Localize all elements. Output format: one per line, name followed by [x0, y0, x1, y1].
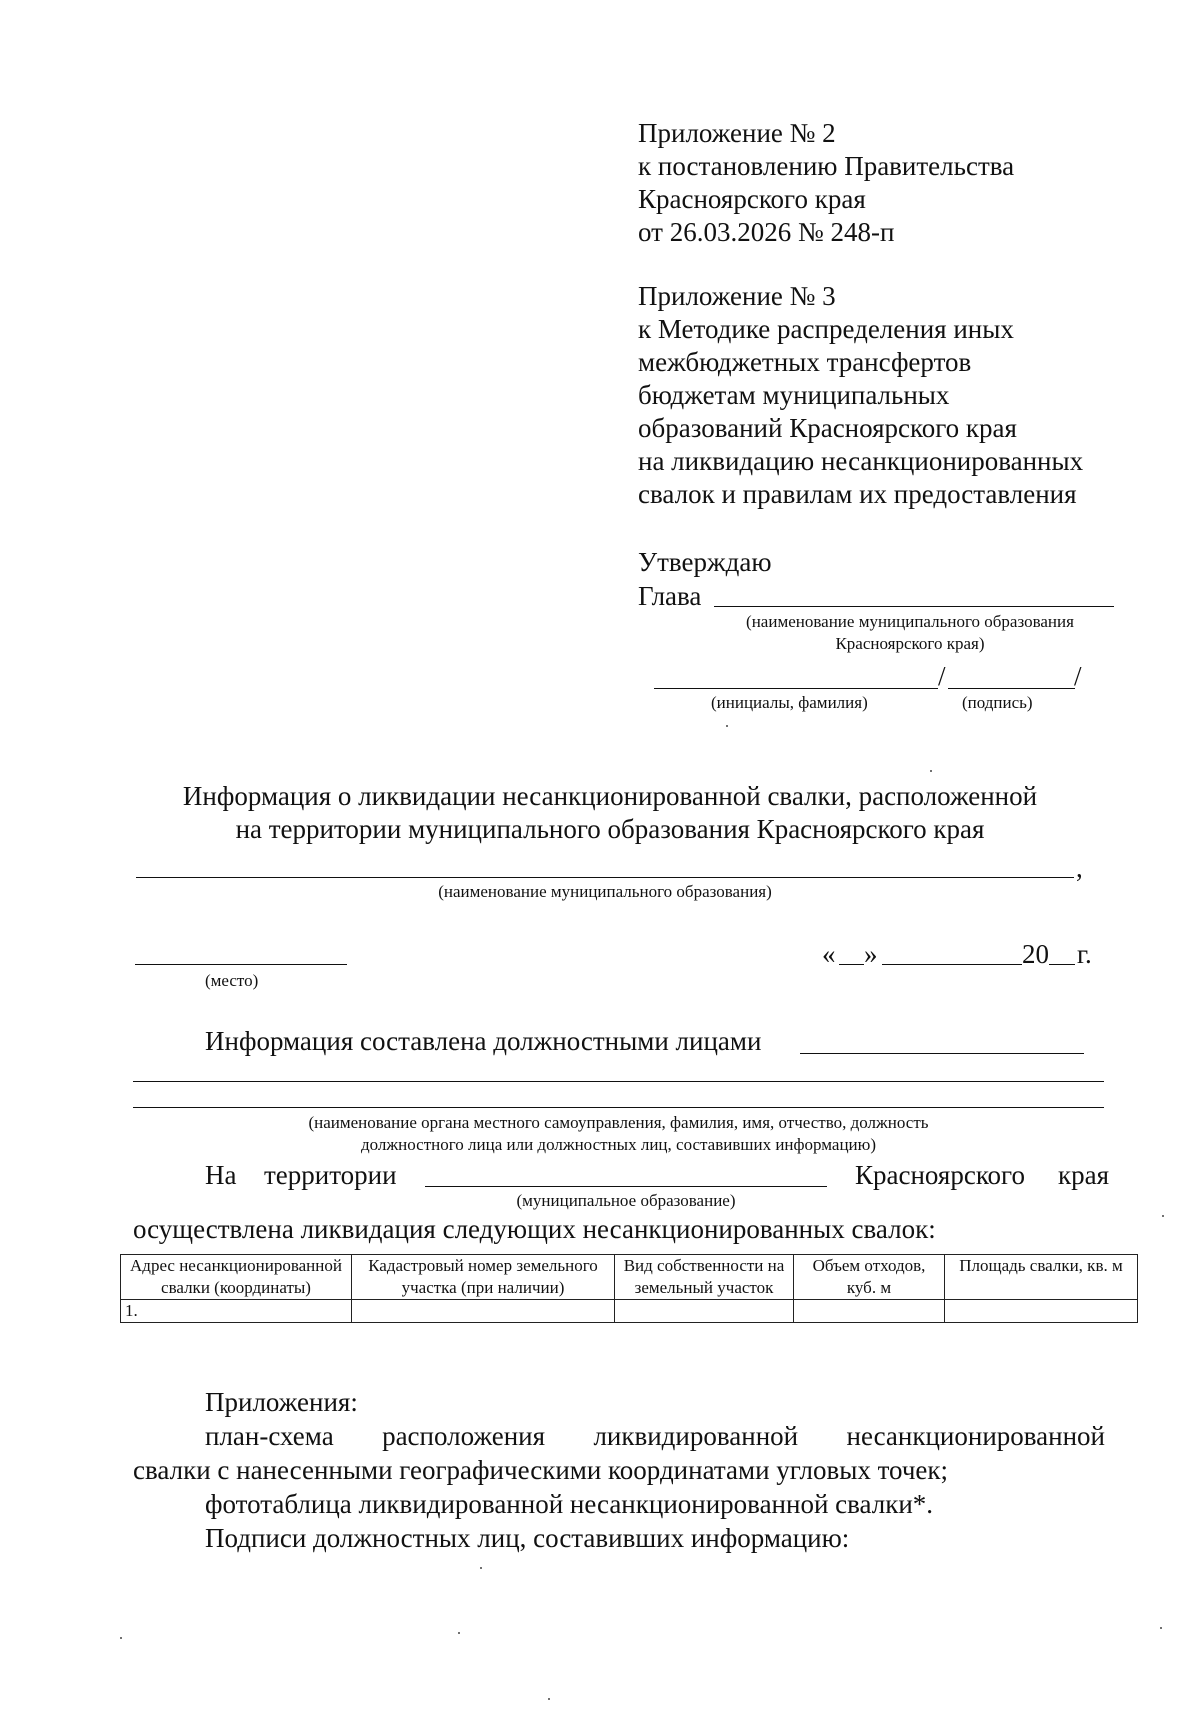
territory-on: На [205, 1160, 237, 1190]
cell-volume [794, 1300, 945, 1323]
attachments-heading: Приложения: [205, 1387, 358, 1417]
scan-speck [458, 1632, 460, 1634]
place-line [135, 964, 347, 965]
appendix-3-line: на ликвидацию несанкционированных [638, 446, 1084, 476]
scan-speck [120, 1637, 122, 1639]
title-line-2: на территории муниципального образования Красноярского края [235, 814, 985, 844]
table-header-row [121, 1255, 1138, 1300]
cell-area [945, 1300, 1138, 1323]
date-month-line [882, 964, 1022, 965]
slash-2: / [1074, 661, 1082, 691]
date-open-quote: « [822, 939, 836, 969]
title-mo-caption: (наименование муниципального образования) [438, 882, 772, 901]
signature-line [948, 688, 1075, 689]
col-ownership-header: Вид собственности на земельный участок [615, 1255, 794, 1300]
dumps-table [120, 1254, 1138, 1323]
date-year-suffix: г. [1077, 939, 1092, 969]
appendix-2-line-2: к постановлению Правительства [638, 151, 1015, 181]
territory-mo-line [425, 1186, 827, 1187]
appendix-3-line: образований Красноярского края [638, 413, 1017, 443]
signature-caption: (подпись) [962, 693, 1033, 712]
col-area-header: Площадь свалки, кв. м [945, 1255, 1138, 1300]
title-comma: , [1076, 853, 1083, 883]
slash-1: / [938, 661, 946, 691]
date-year-line [1049, 964, 1075, 965]
compiled-caption [133, 1112, 1104, 1156]
cell-cadastral [352, 1300, 615, 1323]
col-address-header: Адрес несанкционированной свалки (координаты) [121, 1255, 352, 1300]
appendix-2-line-1: Приложение № 2 [638, 118, 836, 148]
scan-speck [930, 770, 932, 772]
appendix-3-block [638, 280, 1083, 511]
col-volume-header: Объем отходов, куб. м [794, 1255, 945, 1300]
appendix-2-line-4: от 26.03.2026 № 248-п [638, 217, 895, 247]
appendix-2-line-3: Красноярского края [638, 184, 866, 214]
territory-sentence: осуществлена ликвидация следующих несанкционированных свалок: [133, 1214, 936, 1244]
initials-line [654, 688, 938, 689]
territory-region: Красноярского [855, 1160, 1025, 1190]
compiled-line-inline [800, 1053, 1084, 1054]
place-caption: (место) [205, 971, 259, 990]
scan-speck [480, 1567, 482, 1569]
approval-head: Глава [638, 581, 702, 611]
approval-mo-caption-1: (наименование муниципального образования [746, 612, 1074, 631]
compiled-line-2 [133, 1081, 1104, 1082]
scan-speck [726, 725, 728, 727]
appendix-2-block [638, 117, 1014, 249]
initials-caption: (инициалы, фамилия) [711, 693, 868, 712]
document-title [100, 780, 1120, 846]
compiled-text: Информация составлена должностными лицами [205, 1026, 762, 1056]
compiled-caption-1: (наименование органа местного самоуправления, фамилия, имя, отчество, должность [308, 1113, 929, 1132]
appendix-3-line: свалок и правилам их предоставления [638, 479, 1077, 509]
compiled-line-3 [133, 1107, 1104, 1108]
cell-address: 1. [121, 1300, 352, 1323]
scan-speck [1160, 1627, 1162, 1629]
approval-mo-caption [700, 611, 1120, 655]
cell-ownership [615, 1300, 794, 1323]
attachment-2: фототаблица ликвидированной несанкционированной свалки*. [205, 1489, 934, 1519]
attachment-1-line-1: план-схема расположения ликвидированной несанкционированной [205, 1421, 1105, 1451]
title-mo-line [136, 877, 1074, 878]
table-row [121, 1300, 1138, 1323]
scan-speck [548, 1698, 550, 1700]
date-year-prefix: 20 [1022, 939, 1049, 969]
territory-word: территории [264, 1160, 397, 1190]
approval-mo-caption-2: Красноярского края) [835, 634, 985, 653]
signatures-heading: Подписи должностных лиц, составивших информацию: [205, 1523, 850, 1553]
attachment-1-line-2: свалки с нанесенными географическими координатами угловых точек; [133, 1455, 949, 1485]
col-cadastral-header: Кадастровый номер земельного участка (при наличии) [352, 1255, 615, 1300]
date-close-quote: » [864, 939, 878, 969]
head-mo-line [714, 606, 1114, 607]
territory-caption: (муниципальное образование) [516, 1191, 736, 1210]
appendix-3-line: бюджетам муниципальных [638, 380, 950, 410]
territory-kray: края [1058, 1160, 1110, 1190]
appendix-3-line: Приложение № 3 [638, 281, 836, 311]
compiled-caption-2: должностного лица или должностных лиц, составивших информацию) [360, 1135, 877, 1154]
date-day-line [839, 964, 864, 965]
approval-approve: Утверждаю [638, 547, 772, 577]
appendix-3-line: к Методике распределения иных [638, 314, 1014, 344]
scan-speck [1162, 1215, 1164, 1217]
appendix-3-line: межбюджетных трансфертов [638, 347, 972, 377]
title-line-1: Информация о ликвидации несанкционированной свалки, расположенной [182, 781, 1038, 811]
